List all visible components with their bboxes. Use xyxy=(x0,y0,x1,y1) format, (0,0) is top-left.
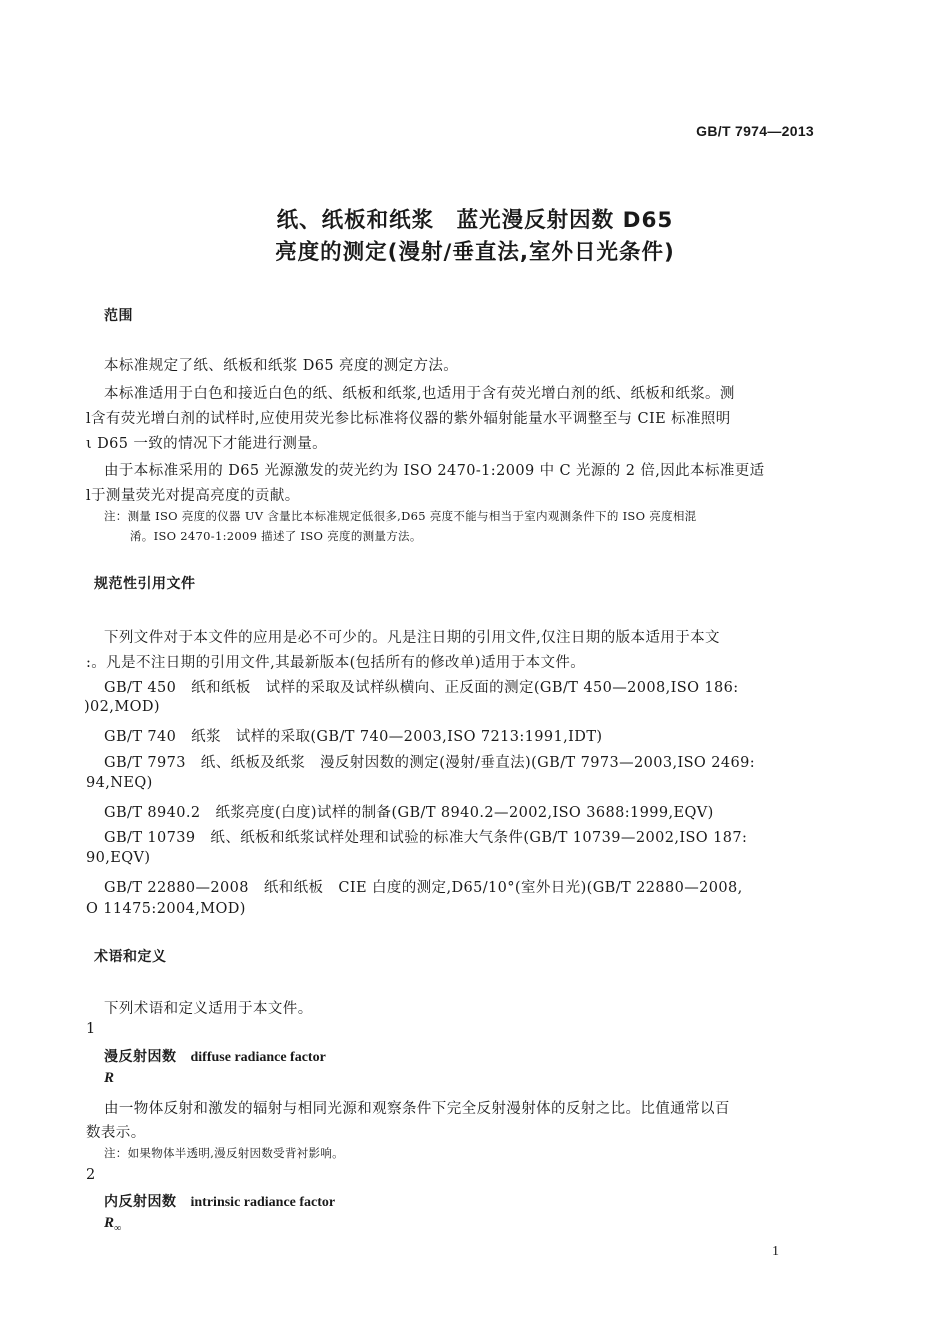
term-number: 2 xyxy=(86,1167,96,1183)
section-heading-normative-references: 规范性引用文件 xyxy=(94,576,196,592)
term-symbol-subscript: ∞ xyxy=(114,1223,122,1234)
title-line-2: 亮度的测定(漫射/垂直法,室外日光条件) xyxy=(275,240,675,265)
note: 注：测量 ISO 亮度的仪器 UV 含量比本标准规定低很多,D65 亮度不能与相当于室内观测条件下的 ISO 亮度相混 xyxy=(104,509,697,523)
paragraph: ι D65 一致的情况下才能进行测量。 xyxy=(86,436,328,452)
section-heading-terms: 术语和定义 xyxy=(94,949,167,965)
reference-item-continuation: O 11475:2004,MOD) xyxy=(86,901,246,917)
reference-item-continuation: 94,NEQ) xyxy=(86,775,153,791)
reference-item: GB/T 22880—2008 纸和纸板 CIE 白度的测定,D65/10°(室外日光)(GB/T 22880—2008, xyxy=(104,880,743,896)
note: 淆。ISO 2470-1:2009 描述了 ISO 亮度的测量方法。 xyxy=(130,529,422,543)
paragraph: 由于本标准采用的 D65 光源激发的荧光约为 ISO 2470-1:2009 中 C 光源的 2 倍,因此本标准更适 xyxy=(104,463,765,479)
term-chinese: 内反射因数 xyxy=(104,1194,177,1210)
paragraph: 下列文件对于本文件的应用是必不可少的。凡是注日期的引用文件,仅注日期的版本适用于本文 xyxy=(104,630,720,646)
standard-code: GB/T 7974—2013 xyxy=(696,123,814,139)
reference-item: GB/T 7973 纸、纸板及纸浆 漫反射因数的测定(漫射/垂直法)(GB/T 7973—2003,ISO 2469: xyxy=(104,755,756,771)
term-english: diffuse radiance factor xyxy=(190,1050,326,1065)
term-symbol: $R_\infty$ xyxy=(104,1215,122,1234)
paragraph: 本标准规定了纸、纸板和纸浆 D65 亮度的测定方法。 xyxy=(104,358,459,374)
reference-item: GB/T 450 纸和纸板 试样的采取及试样纵横向、正反面的测定(GB/T 450—2008,ISO 186: xyxy=(104,680,739,696)
paragraph: l于测量荧光对提高亮度的贡献。 xyxy=(86,488,300,504)
section-heading-scope: 范围 xyxy=(104,308,133,324)
term-entry xyxy=(104,1191,335,1211)
term-symbol: R xyxy=(104,1070,115,1086)
term-definition: 由一物体反射和激发的辐射与相同光源和观察条件下完全反射漫射体的反射之比。比值通常以百 xyxy=(104,1101,730,1117)
term-number: 1 xyxy=(86,1021,96,1037)
reference-item: GB/T 10739 纸、纸板和纸浆试样处理和试验的标准大气条件(GB/T 10739—2002,ISO 187: xyxy=(104,830,748,846)
reference-item-continuation: )02,MOD) xyxy=(84,699,160,715)
reference-item: GB/T 740 纸浆 试样的采取(GB/T 740—2003,ISO 7213:1991,IDT) xyxy=(104,729,603,745)
term-definition: 数表示。 xyxy=(86,1125,146,1141)
paragraph: :。凡是不注日期的引用文件,其最新版本(包括所有的修改单)适用于本文件。 xyxy=(86,655,586,671)
term-entry xyxy=(104,1046,326,1066)
paragraph: l含有荧光增白剂的试样时,应使用荧光参比标准将仪器的紫外辐射能量水平调整至与 CIE 标准照明 xyxy=(86,411,731,427)
paragraph: 本标准适用于白色和接近白色的纸、纸板和纸浆,也适用于含有荧光增白剂的纸、纸板和纸浆。测 xyxy=(104,386,735,402)
page-number: 1 xyxy=(772,1244,779,1259)
reference-item-continuation: 90,EQV) xyxy=(86,850,151,866)
title-line-1: 纸、纸板和纸浆 蓝光漫反射因数 D65 xyxy=(276,208,674,233)
term-chinese: 漫反射因数 xyxy=(104,1049,177,1065)
term-english: intrinsic radiance factor xyxy=(190,1195,336,1210)
paragraph: 下列术语和定义适用于本文件。 xyxy=(104,1001,313,1017)
reference-item: GB/T 8940.2 纸浆亮度(白度)试样的制备(GB/T 8940.2—2002,ISO 3688:1999,EQV) xyxy=(104,805,714,821)
term-note: 注：如果物体半透明,漫反射因数受背衬影响。 xyxy=(104,1146,344,1160)
